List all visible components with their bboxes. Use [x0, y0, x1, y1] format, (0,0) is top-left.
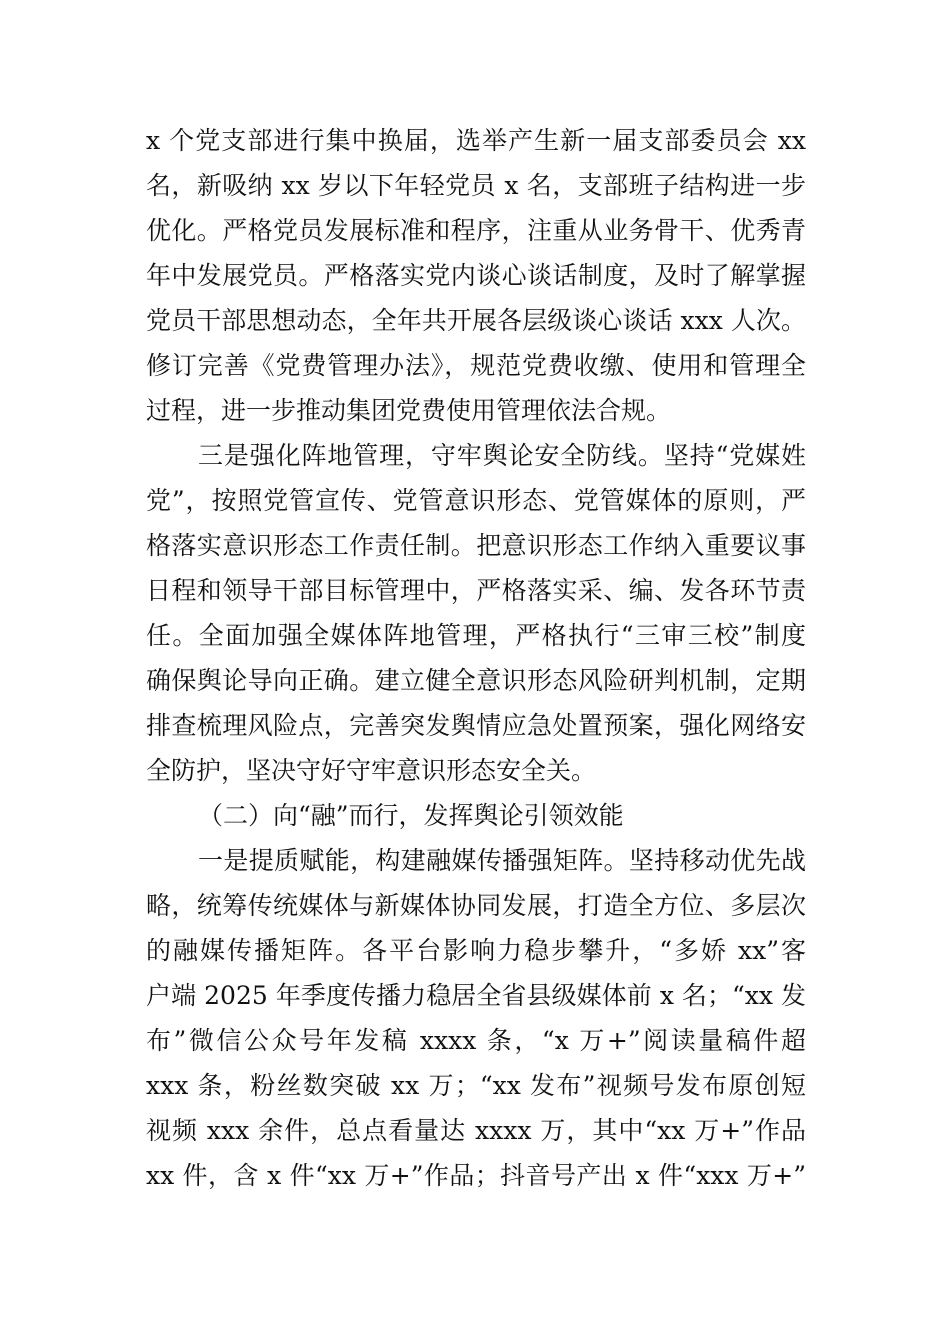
text-line: 布”微信公众号年发稿 xxxx 条，“x 万+”阅读量稿件超 [146, 1026, 806, 1055]
paragraph-first-line: 一是提质赋能，构建融媒传播强矩阵。坚持移动优先战 [198, 846, 806, 875]
text-line: 年中发展党员。严格落实党内谈心谈话制度，及时了解掌握 [146, 261, 806, 290]
text-line: 优化。严格党员发展标准和程序，注重从业务骨干、优秀青 [146, 216, 806, 245]
text-line: 过程，进一步推动集团党费使用管理依法合规。 [146, 396, 672, 425]
text-line: 略，统筹传统媒体与新媒体协同发展，打造全方位、多层次 [146, 891, 806, 920]
text-line: 排查梳理风险点，完善突发舆情应急处置预案，强化网络安 [146, 711, 806, 740]
text-line: 党员干部思想动态，全年共开展各层级谈心谈话 xxx 人次。 [146, 306, 806, 335]
text-line: 党”，按照党管宣传、党管意识形态、党管媒体的原则，严 [146, 486, 806, 515]
text-line: xx 件，含 x 件“xx 万+”作品；抖音号产出 x 件“xxx 万+” [146, 1161, 806, 1190]
text-line: x 个党支部进行集中换届，选举产生新一届支部委员会 xx [146, 126, 806, 155]
section-heading: （二）向“融”而行，发挥舆论引领效能 [198, 801, 624, 830]
text-line: 全防护，坚决守好守牢意识形态安全关。 [146, 756, 597, 785]
text-line: 格落实意识形态工作责任制。把意识形态工作纳入重要议事 [146, 531, 806, 560]
text-line: 修订完善《党费管理办法》，规范党费收缴、使用和管理全 [146, 351, 806, 380]
paragraph-first-line: 三是强化阵地管理，守牢舆论安全防线。坚持“党媒姓 [198, 441, 806, 470]
text-line: 名，新吸纳 xx 岁以下年轻党员 x 名，支部班子结构进一步 [146, 171, 806, 200]
text-line: 视频 xxx 余件，总点看量达 xxxx 万，其中“xx 万+”作品 [146, 1116, 806, 1145]
text-line: 任。全面加强全媒体阵地管理，严格执行“三审三校”制度 [146, 621, 806, 650]
text-line: 的融媒传播矩阵。各平台影响力稳步攀升，“多娇 xx”客 [146, 936, 806, 965]
text-line: xxx 条，粉丝数突破 xx 万；“xx 发布”视频号发布原创短 [146, 1071, 806, 1100]
text-line: 日程和领导干部目标管理中，严格落实采、编、发各环节责 [146, 576, 806, 605]
text-line: 确保舆论导向正确。建立健全意识形态风险研判机制，定期 [146, 666, 806, 695]
text-line: 户端 2025 年季度传播力稳居全省县级媒体前 x 名；“xx 发 [146, 981, 806, 1010]
